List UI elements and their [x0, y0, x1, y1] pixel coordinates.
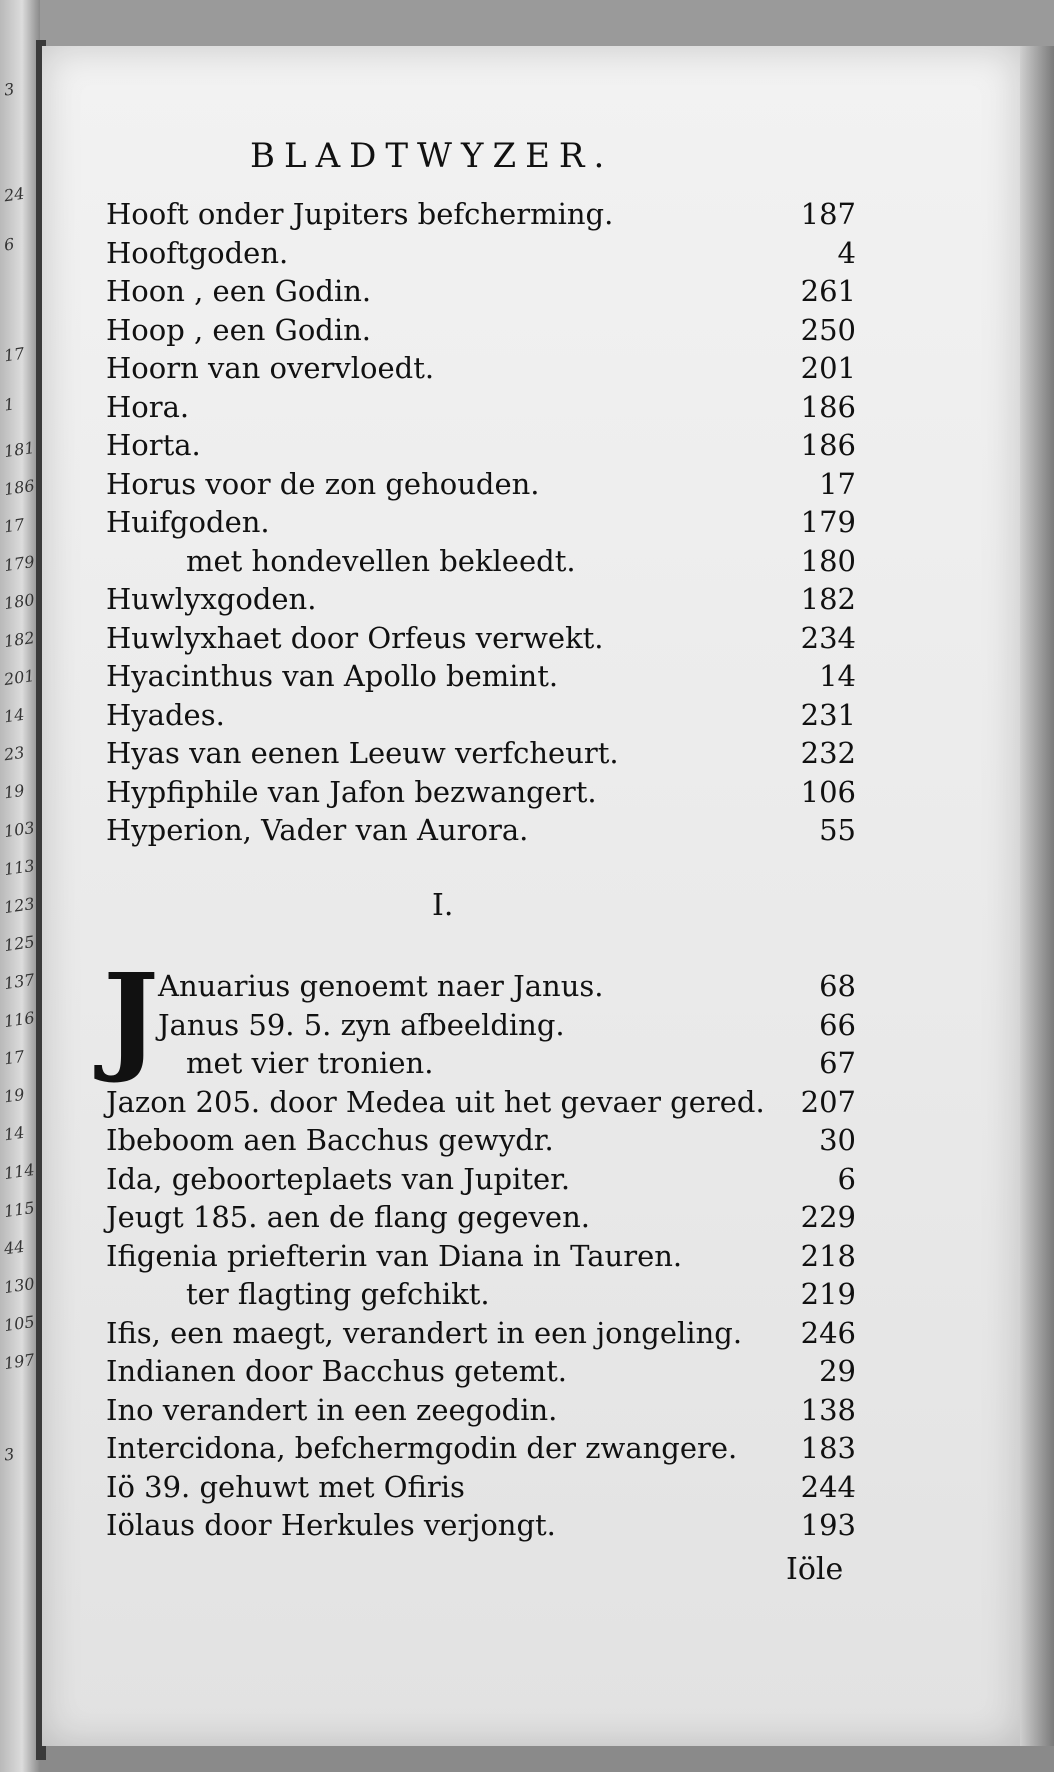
index-entry — [106, 1352, 856, 1390]
index-page-number: 180 — [800, 543, 856, 578]
index-page-number: 201 — [800, 351, 856, 385]
index-page-number: 261 — [800, 274, 856, 308]
facing-page-number: 186 — [2, 475, 36, 500]
facing-page-number: 116 — [2, 1007, 36, 1032]
index-entry — [106, 619, 856, 657]
facing-page-number: 182 — [2, 627, 36, 652]
facing-page-number: 24 — [2, 183, 26, 206]
index-page-number: 106 — [800, 774, 856, 809]
facing-page-number: 19 — [2, 1084, 26, 1107]
facing-page-number: 113 — [2, 855, 36, 880]
index-page-number: 138 — [800, 1392, 856, 1427]
index-entry — [106, 1429, 856, 1467]
index-term: Janus 59. 5. zyn afbeelding. — [158, 1007, 565, 1042]
index-term: Huifgoden. — [106, 505, 270, 539]
index-page-number: 14 — [819, 659, 856, 693]
facing-page-number: 3 — [2, 79, 16, 100]
facing-page-number: 181 — [2, 437, 36, 462]
facing-page-number: 44 — [2, 1236, 26, 1259]
index-term: Horta. — [106, 428, 201, 462]
index-entry — [106, 1160, 856, 1198]
index-entry — [106, 1121, 856, 1159]
index-page-number: 234 — [800, 620, 856, 655]
catchword: Iöle — [786, 1552, 844, 1587]
index-term: Hyperion, Vader van Aurora. — [106, 813, 529, 847]
index-page-number: 246 — [800, 1315, 856, 1350]
index-entry — [106, 234, 856, 272]
index-term: Hoon , een Godin. — [106, 274, 372, 308]
index-entry — [106, 1391, 856, 1429]
index-term: Hoop , een Godin. — [106, 312, 372, 347]
facing-page-number: 23 — [2, 742, 26, 765]
index-entry — [106, 696, 856, 734]
index-entry — [106, 773, 856, 811]
index-entry — [106, 1083, 856, 1121]
index-term: Hoorn van overvloedt. — [106, 351, 435, 385]
index-page-number: 30 — [819, 1123, 856, 1157]
page-header: BLADTWYZER. — [250, 136, 614, 176]
index-term: Ifigenia priefterin van Diana in Tauren. — [106, 1238, 683, 1273]
facing-page-number: 17 — [2, 343, 26, 366]
index-entry — [106, 1275, 856, 1313]
facing-page-number: 17 — [2, 1046, 26, 1069]
index-entry — [106, 1506, 856, 1544]
facing-page-number: 201 — [2, 665, 36, 690]
facing-page-number: 123 — [2, 893, 36, 918]
index-entry — [106, 734, 856, 772]
index-page-number: 6 — [837, 1161, 856, 1196]
facing-page-number: 14 — [2, 1122, 26, 1145]
index-page-number: 183 — [800, 1431, 856, 1465]
index-page-number: 229 — [800, 1200, 856, 1234]
page-right-edge — [1020, 46, 1054, 1746]
index-page-number: 231 — [800, 697, 856, 732]
facing-page-number: 1 — [2, 394, 16, 415]
index-term: Hyacinthus van Apollo bemint. — [106, 659, 559, 693]
index-term: met vier tronien. — [186, 1046, 434, 1080]
index-term: Ifis, een maegt, verandert in een jongeling. — [106, 1315, 743, 1350]
index-entry — [106, 657, 856, 695]
facing-page-number: 137 — [2, 969, 36, 994]
index-term: Jeugt 185. aen de flang gegeven. — [106, 1200, 590, 1234]
index-term: Horus voor de zon gehouden. — [106, 466, 540, 501]
index-entry — [106, 465, 856, 503]
index-entry — [106, 811, 856, 849]
facing-page-number: 115 — [2, 1197, 36, 1222]
index-term: Jazon 205. door Medea uit het gevaer gered. — [106, 1084, 765, 1119]
index-term: Iö 39. gehuwt met Ofiris — [106, 1469, 465, 1504]
index-page-number: 207 — [800, 1084, 856, 1119]
index-page-number: 250 — [800, 312, 856, 347]
facing-page-number: 105 — [2, 1311, 36, 1336]
index-page-number: 186 — [800, 389, 856, 424]
index-term: met hondevellen bekleedt. — [186, 543, 576, 578]
index-entry — [106, 1314, 856, 1352]
index-term: Hypfiphile van Jafon bezwangert. — [106, 774, 597, 809]
index-entry — [106, 967, 856, 1005]
index-term: Iölaus door Herkules verjongt. — [106, 1508, 556, 1542]
facing-page-number: 103 — [2, 817, 36, 842]
drop-capital: J — [103, 947, 159, 1086]
index-page-number: 68 — [819, 969, 856, 1003]
section-heading: I. — [432, 888, 454, 923]
index-page-number: 244 — [800, 1469, 856, 1504]
index-entry — [106, 1006, 856, 1044]
index-term: Huwlyxhaet door Orfeus verwekt. — [106, 620, 604, 655]
index-page-number: 193 — [800, 1508, 856, 1542]
index-page-number: 66 — [819, 1007, 856, 1042]
index-page-number: 179 — [800, 505, 856, 539]
index-entry — [106, 388, 856, 426]
facing-page-number: 19 — [2, 780, 26, 803]
index-entry — [106, 349, 856, 387]
index-term: Hyades. — [106, 697, 225, 732]
index-entry — [106, 311, 856, 349]
index-page-number: 218 — [800, 1238, 856, 1273]
facing-page-number: 114 — [2, 1159, 36, 1184]
index-entry — [106, 580, 856, 618]
facing-page-number: 197 — [2, 1349, 36, 1374]
index-term: Hyas van eenen Leeuw verfcheurt. — [106, 736, 619, 770]
index-entry — [106, 1198, 856, 1236]
index-term: Intercidona, befchermgodin der zwangere. — [106, 1431, 738, 1465]
index-page-number: 4 — [837, 235, 856, 270]
index-page-number: 55 — [819, 813, 856, 847]
index-entry — [106, 503, 856, 541]
index-entry — [106, 1237, 856, 1275]
index-page-number: 182 — [800, 582, 856, 616]
index-page-number: 29 — [819, 1354, 856, 1388]
index-term: Anuarius genoemt naer Janus. — [158, 969, 604, 1003]
facing-page-number: 125 — [2, 931, 36, 956]
facing-page-number: 130 — [2, 1273, 36, 1298]
index-term: Huwlyxgoden. — [106, 582, 317, 616]
index-page-number: 219 — [800, 1277, 856, 1311]
index-entry — [106, 195, 856, 233]
index-page-number: 232 — [800, 736, 856, 770]
index-term: Ida, geboorteplaets van Jupiter. — [106, 1161, 571, 1196]
index-page-number: 67 — [819, 1046, 856, 1080]
index-term: Ino verandert in een zeegodin. — [106, 1392, 558, 1427]
index-entry — [106, 542, 856, 580]
facing-page-number: 17 — [2, 514, 26, 537]
index-term: ter flagting gefchikt. — [186, 1277, 490, 1311]
index-entry — [106, 1468, 856, 1506]
index-term: Hooft onder Jupiters befcherming. — [106, 197, 614, 231]
index-page-number: 187 — [800, 197, 856, 231]
index-term: Hora. — [106, 389, 190, 424]
facing-page-number: 3 — [2, 1444, 16, 1465]
index-entry — [106, 272, 856, 310]
facing-page-number: 6 — [2, 234, 16, 255]
index-page-number: 186 — [800, 428, 856, 462]
facing-page-number: 180 — [2, 589, 36, 614]
index-term: Indianen door Bacchus getemt. — [106, 1354, 568, 1388]
index-page-number: 17 — [819, 466, 856, 501]
index-entry — [106, 1044, 856, 1082]
facing-page-number: 14 — [2, 704, 26, 727]
index-entry — [106, 426, 856, 464]
facing-page-number: 179 — [2, 551, 36, 576]
index-term: Hooftgoden. — [106, 235, 289, 270]
index-term: Ibeboom aen Bacchus gewydr. — [106, 1123, 554, 1157]
facing-page-edge — [0, 0, 40, 1772]
